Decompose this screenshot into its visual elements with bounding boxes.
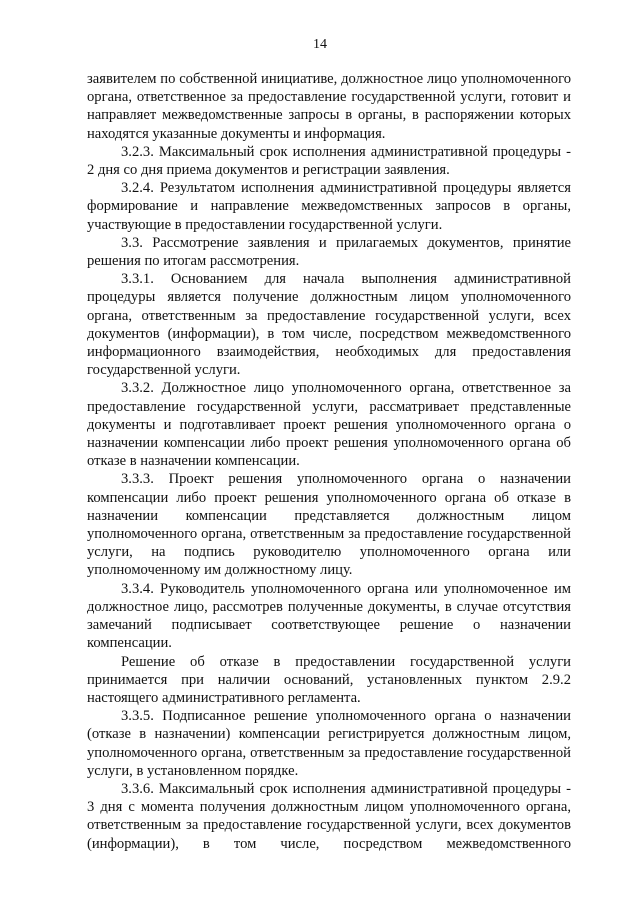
paragraph-3-2-4: 3.2.4. Результатом исполнения административной процедуры является формирование и направление межведомственных запросов в органы, участвующие в предоставлении государственной услуги. [87,180,571,233]
paragraph-3-3-4: 3.3.4. Руководитель уполномоченного органа или уполномоченное им должностное лицо, рассмотрев полученные документы, в случае отсутствия замечаний подписывает соответствующее решение о назначении компенсации. [87,580,571,652]
paragraph-3-3-5: 3.3.5. Подписанное решение уполномоченного органа о назначении (отказе в назначении) компенсации регистрируется должностным лицом, уполномоченного органа, ответственным за предоставление государственной услуги, в установленном порядке. [87,708,571,779]
paragraph-3-2-3: 3.2.3. Максимальный срок исполнения административной процедуры - 2 дня со дня приема документов и регистрации заявления. [87,143,571,179]
paragraph-refusal: Решение об отказе в предоставлении государственной услуги принимается при наличии оснований, установленных пунктом 2.9.2 настоящего административного регламента. [87,653,571,706]
page-number: 14 [313,37,327,52]
paragraph-3-3-1: 3.3.1. Основанием для начала выполнения административной процедуры является получение должностным лицом уполномоченного органа, ответственным за предоставление государственной услуги, всех документов (информации), в том числе, посредством межведомственного информационного взаимодействия, необходимых для предоставления государственной услуги. [87,271,571,379]
paragraph-3-3-6: 3.3.6. Максимальный срок исполнения административной процедуры - 3 дня с момента получения должностным лицом уполномоченного органа, ответственным за предоставление государственной услуги, всех документов (информации), в том числе, посредством межведомственного [87,780,571,852]
paragraph-continuation: заявителем по собственной инициативе, должностное лицо уполномоченного органа, ответственное за предоставление государственной услуги, готовит и направляет межведомственные запросы в органы, в распоряжении которых находятся указанные документы и информация. [87,71,571,142]
paragraph-3-3-2: 3.3.2. Должностное лицо уполномоченного органа, ответственное за предоставление государственной услуги, рассматривает представленные документы и подготавливает проект решения уполномоченного органа о назначении компенсации либо проект решения уполномоченного органа об отказе в назначении компенсации. [87,380,571,470]
document-body [87,70,571,853]
paragraph-3-3-heading: 3.3. Рассмотрение заявления и прилагаемых документов, принятие решения по итогам рассмотрения. [87,234,571,270]
paragraph-3-3-3: 3.3.3. Проект решения уполномоченного органа о назначении компенсации либо проект решения уполномоченного органа об отказе в назначении компенсации представляется должностным лицом уполномоченного органа, ответственным за предоставление государственной услуги, на подпись руководителю уполномоченного органа или уполномоченному им должностному лицу. [87,471,571,579]
